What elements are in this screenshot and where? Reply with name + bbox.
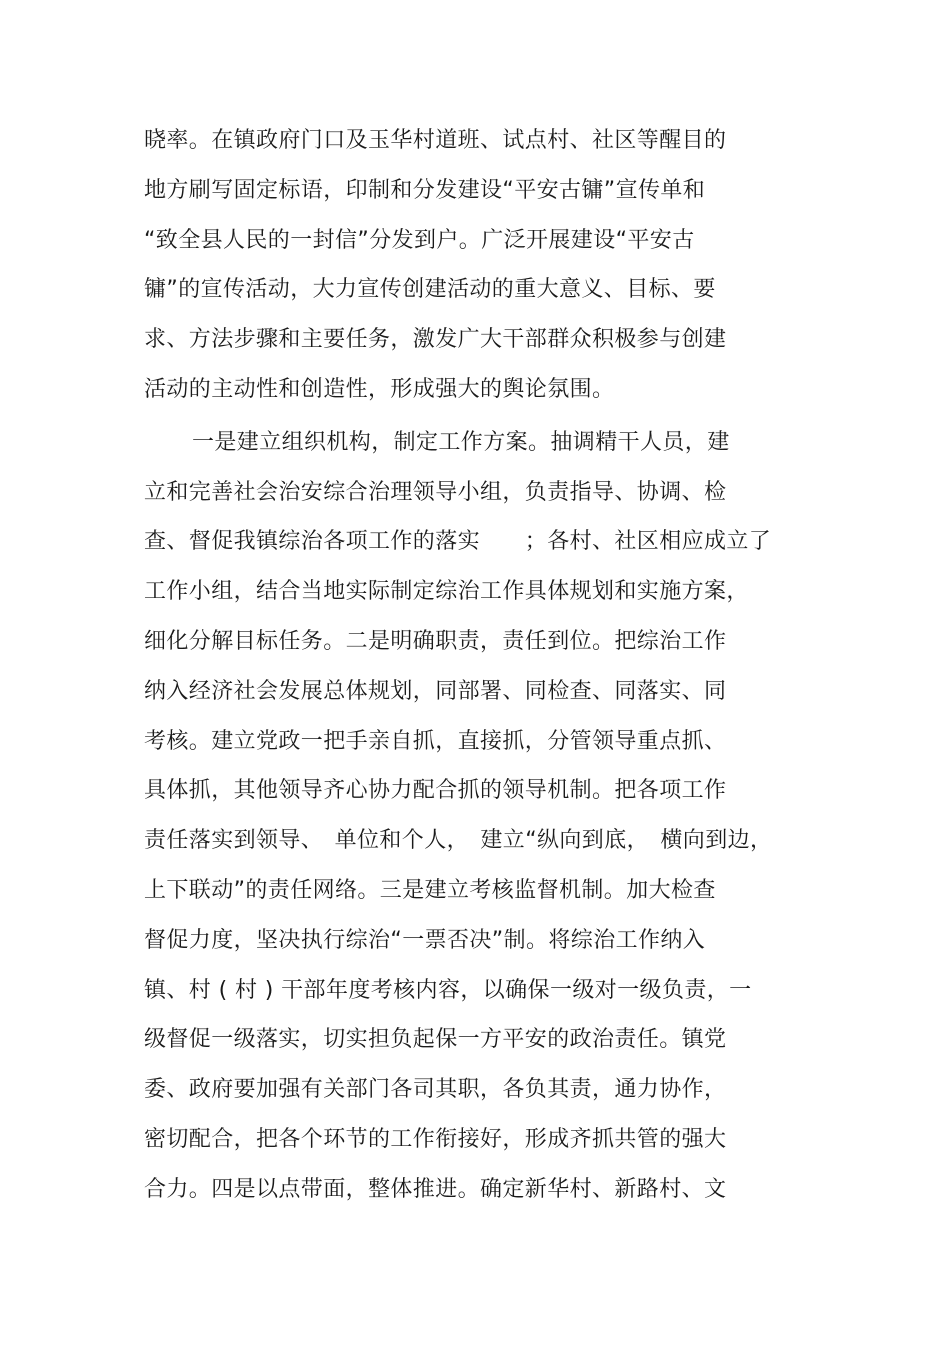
text-line: 求、方法步骤和主要任务，激发广大干部群众积极参与创建	[144, 327, 727, 353]
text-line: 工作小组，结合当地实际制定综治工作具体规划和实施方案，	[144, 579, 749, 605]
text-line: “致全县人民的一封信”分发到户。广泛开展建设“平安古	[144, 227, 695, 253]
body-text	[0, 116, 950, 1215]
text-line: 镇、村 ( 村 ) 干部年度考核内容，以确保一级对一级负责，一	[144, 977, 752, 1003]
text-line: 上下联动”的责任网络。三是建立考核监督机制。加大检查	[144, 877, 716, 903]
text-line: 活动的主动性和创造性，形成强大的舆论氛围。	[144, 376, 615, 402]
text-line: 立和完善社会治安综合治理领导小组，负责指导、协调、检	[144, 479, 727, 505]
text-line: 纳入经济社会发展总体规划，同部署、同检查、同落实、同	[144, 678, 727, 704]
text-line: 地方刷写固定标语，印制和分发建设“平安古镛”宣传单和	[144, 177, 706, 203]
text-line: 合力。四是以点带面，整体推进。确定新华村、新路村、文	[144, 1176, 727, 1202]
text-line: 细化分解目标任务。二是明确职责，责任到位。把综治工作	[144, 628, 727, 654]
text-line: 考核。建立党政一把手亲自抓，直接抓，分管领导重点抓、	[144, 728, 727, 754]
text-line: 委、政府要加强有关部门各司其职，各负其责，通力协作，	[144, 1077, 727, 1103]
paragraph-first-line: 一是建立组织机构，制定工作方案。抽调精干人员，建	[192, 429, 730, 455]
text-line: 查、督促我镇综治各项工作的落实 ；各村、社区相应成立了	[144, 529, 772, 555]
text-line: 责任落实到领导、 单位和个人， 建立“纵向到底， 横向到边，	[144, 828, 773, 854]
text-line: 级督促一级落实，切实担负起保一方平安的政治责任。镇党	[144, 1027, 727, 1053]
text-line: 镛”的宣传活动，大力宣传创建活动的重大意义、目标、要	[144, 277, 716, 303]
text-line: 督促力度，坚决执行综治“一票否决”制。将综治工作纳入	[144, 927, 706, 953]
text-line: 晓率。在镇政府门口及玉华村道班、试点村、社区等醒目的	[144, 128, 727, 153]
text-line: 具体抓，其他领导齐心协力配合抓的领导机制。把各项工作	[144, 778, 727, 804]
text-line: 密切配合，把各个环节的工作衔接好，形成齐抓共管的强大	[144, 1126, 727, 1152]
